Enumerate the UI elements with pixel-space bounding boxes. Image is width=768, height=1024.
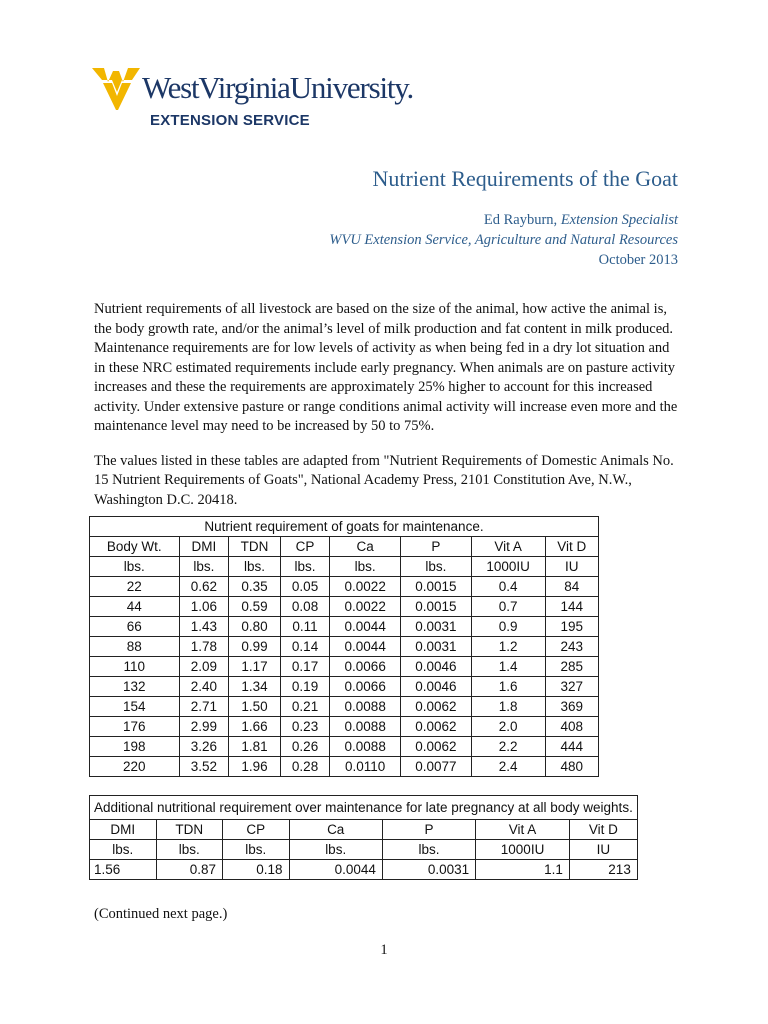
table-cell: 220: [90, 757, 180, 777]
table-cell: 22: [90, 577, 180, 597]
table-cell: 0.59: [229, 597, 281, 617]
maintenance-table-caption: Nutrient requirement of goats for maintenance.: [90, 517, 599, 537]
table-row: [90, 617, 599, 637]
table-cell: 0.0046: [401, 677, 472, 697]
column-header: Vit A: [471, 537, 545, 557]
unit-cell: lbs.: [90, 557, 180, 577]
column-header: TDN: [229, 537, 281, 557]
table-cell: 2.4: [471, 757, 545, 777]
pregnancy-units-row: [90, 840, 638, 860]
table-cell: 0.0110: [330, 757, 401, 777]
table-cell: 1.96: [229, 757, 281, 777]
table-cell: 0.19: [280, 677, 330, 697]
title-block: [329, 166, 678, 270]
unit-cell: IU: [569, 840, 637, 860]
column-header: TDN: [156, 820, 223, 840]
maintenance-table: [89, 516, 599, 777]
table-row: [90, 860, 638, 880]
unit-cell: 1000IU: [471, 557, 545, 577]
column-header: Vit A: [476, 820, 570, 840]
table-cell: 110: [90, 657, 180, 677]
table-row: [90, 737, 599, 757]
table-cell: 0.0031: [401, 617, 472, 637]
affiliation: [329, 230, 678, 250]
table-row: [90, 697, 599, 717]
table-cell: 1.78: [179, 637, 229, 657]
table-cell: 0.0066: [330, 657, 401, 677]
table-cell: 0.0046: [401, 657, 472, 677]
logo-subtitle: EXTENSION SERVICE: [150, 112, 310, 129]
table-cell: 0.4: [471, 577, 545, 597]
table-cell: 243: [545, 637, 598, 657]
table-cell: 0.87: [156, 860, 223, 880]
body-text: [94, 300, 684, 525]
table-cell: 132: [90, 677, 180, 697]
table-cell: 1.4: [471, 657, 545, 677]
table-row: [90, 757, 599, 777]
table-cell: 0.0088: [330, 737, 401, 757]
table-cell: 66: [90, 617, 180, 637]
table-cell: 0.0044: [330, 637, 401, 657]
table-row: [90, 637, 599, 657]
table-cell: 1.34: [229, 677, 281, 697]
unit-cell: IU: [545, 557, 598, 577]
table-cell: 285: [545, 657, 598, 677]
table-cell: 144: [545, 597, 598, 617]
table-cell: 1.81: [229, 737, 281, 757]
table-cell: 2.40: [179, 677, 229, 697]
maintenance-table-body: [90, 577, 599, 777]
unit-cell: lbs.: [289, 840, 382, 860]
table-cell: 1.06: [179, 597, 229, 617]
table-cell: 1.1: [476, 860, 570, 880]
table-cell: 0.26: [280, 737, 330, 757]
unit-cell: lbs.: [330, 557, 401, 577]
table-cell: 2.71: [179, 697, 229, 717]
unit-cell: 1000IU: [476, 840, 570, 860]
table-cell: 2.0: [471, 717, 545, 737]
table-cell: 0.0031: [382, 860, 475, 880]
table-cell: 1.43: [179, 617, 229, 637]
table-cell: 0.62: [179, 577, 229, 597]
unit-cell: lbs.: [382, 840, 475, 860]
table-cell: 0.11: [280, 617, 330, 637]
unit-cell: lbs.: [401, 557, 472, 577]
author-line: [329, 210, 678, 230]
table-cell: 0.0066: [330, 677, 401, 697]
page-number: 1: [380, 942, 388, 958]
column-header: Ca: [330, 537, 401, 557]
table-cell: 1.66: [229, 717, 281, 737]
table-cell: 1.2: [471, 637, 545, 657]
table-cell: 44: [90, 597, 180, 617]
table-cell: 0.0022: [330, 597, 401, 617]
table-cell: 0.0044: [330, 617, 401, 637]
table-row: [90, 597, 599, 617]
table-cell: 0.23: [280, 717, 330, 737]
column-header: DMI: [90, 820, 157, 840]
table-cell: 1.56: [90, 860, 157, 880]
logo-wordmark: WestVirginiaUniversity.: [142, 70, 414, 105]
table-cell: 0.0022: [330, 577, 401, 597]
pregnancy-table-body: [90, 860, 638, 880]
table-cell: 369: [545, 697, 598, 717]
table-cell: 0.0044: [289, 860, 382, 880]
table-cell: 0.9: [471, 617, 545, 637]
wvu-logo: [92, 66, 412, 136]
author-name: Ed Rayburn,: [483, 212, 561, 228]
pregnancy-table-caption: Additional nutritional requirement over maintenance for late pregnancy at all body weights.: [90, 796, 638, 820]
table-cell: 1.50: [229, 697, 281, 717]
table-cell: 444: [545, 737, 598, 757]
table-cell: 2.99: [179, 717, 229, 737]
column-header: P: [382, 820, 475, 840]
table-cell: 1.17: [229, 657, 281, 677]
maintenance-units-row: [90, 557, 599, 577]
table-row: [90, 657, 599, 677]
table-cell: 84: [545, 577, 598, 597]
column-header: Ca: [289, 820, 382, 840]
unit-cell: lbs.: [179, 557, 229, 577]
table-cell: 0.35: [229, 577, 281, 597]
unit-cell: lbs.: [229, 557, 281, 577]
table-cell: 198: [90, 737, 180, 757]
table-cell: 0.17: [280, 657, 330, 677]
column-header: CP: [280, 537, 330, 557]
pregnancy-table: [89, 795, 638, 880]
table-cell: 0.7: [471, 597, 545, 617]
column-header: Vit D: [545, 537, 598, 557]
table-row: [90, 677, 599, 697]
table-cell: 0.05: [280, 577, 330, 597]
pregnancy-header-row: [90, 820, 638, 840]
table-cell: 195: [545, 617, 598, 637]
table-cell: 0.0062: [401, 697, 472, 717]
table-cell: 213: [569, 860, 637, 880]
table-cell: 480: [545, 757, 598, 777]
source-paragraph: The values listed in these tables are adapted from "Nutrient Requirements of Domestic Animals No. 15 Nutrient Requirements of Goats", National Academy Press, 2101 Constitution Ave, N.W., Washington D.C. 20418.: [94, 452, 674, 508]
table-cell: 0.80: [229, 617, 281, 637]
table-cell: 0.0015: [401, 597, 472, 617]
maintenance-header-row: [90, 537, 599, 557]
table-cell: 0.0062: [401, 717, 472, 737]
wv-flying-logo-icon: [92, 66, 142, 112]
unit-cell: lbs.: [280, 557, 330, 577]
table-cell: 0.0088: [330, 717, 401, 737]
table-cell: 3.26: [179, 737, 229, 757]
table-cell: 2.2: [471, 737, 545, 757]
table-cell: 1.6: [471, 677, 545, 697]
table-cell: 176: [90, 717, 180, 737]
unit-cell: lbs.: [90, 840, 157, 860]
document-title: Nutrient Requirements of the Goat: [372, 166, 678, 191]
table-cell: 88: [90, 637, 180, 657]
table-cell: 3.52: [179, 757, 229, 777]
table-cell: 0.0088: [330, 697, 401, 717]
column-header: DMI: [179, 537, 229, 557]
affiliation-text: WVU Extension Service, Agriculture and Natural Resources: [329, 232, 678, 248]
table-cell: 2.09: [179, 657, 229, 677]
column-header: Vit D: [569, 820, 637, 840]
table-cell: 0.0077: [401, 757, 472, 777]
table-cell: 0.08: [280, 597, 330, 617]
table-cell: 0.18: [223, 860, 290, 880]
table-cell: 0.99: [229, 637, 281, 657]
column-header: P: [401, 537, 472, 557]
column-header: Body Wt.: [90, 537, 180, 557]
table-cell: 0.0031: [401, 637, 472, 657]
table-cell: 0.14: [280, 637, 330, 657]
document-date: October 2013: [598, 252, 678, 268]
continued-note: (Continued next page.): [94, 906, 228, 922]
intro-paragraph: Nutrient requirements of all livestock are based on the size of the animal, how active the animal is, the body growth rate, and/or the animal’s level of milk production and fat content in milk produced. Maintenance requirements are for low levels of activity as when being fed in a dry lot situation and in these NRC estimated requirements include early pregnancy. When animals are on pasture activity increases and these the requirements are approximately 25% higher to account for this increased activity. Under extensive pasture or range conditions animal activity will increase even more and the maintenance level may need to be increased by 50 to 75%.: [94, 301, 678, 434]
table-cell: 408: [545, 717, 598, 737]
author-role: Extension Specialist: [560, 212, 678, 228]
table-cell: 0.28: [280, 757, 330, 777]
table-cell: 1.8: [471, 697, 545, 717]
table-cell: 0.21: [280, 697, 330, 717]
table-row: [90, 717, 599, 737]
table-cell: 0.0015: [401, 577, 472, 597]
table-cell: 154: [90, 697, 180, 717]
table-cell: 0.0062: [401, 737, 472, 757]
table-row: [90, 577, 599, 597]
column-header: CP: [223, 820, 290, 840]
unit-cell: lbs.: [223, 840, 290, 860]
unit-cell: lbs.: [156, 840, 223, 860]
table-cell: 327: [545, 677, 598, 697]
